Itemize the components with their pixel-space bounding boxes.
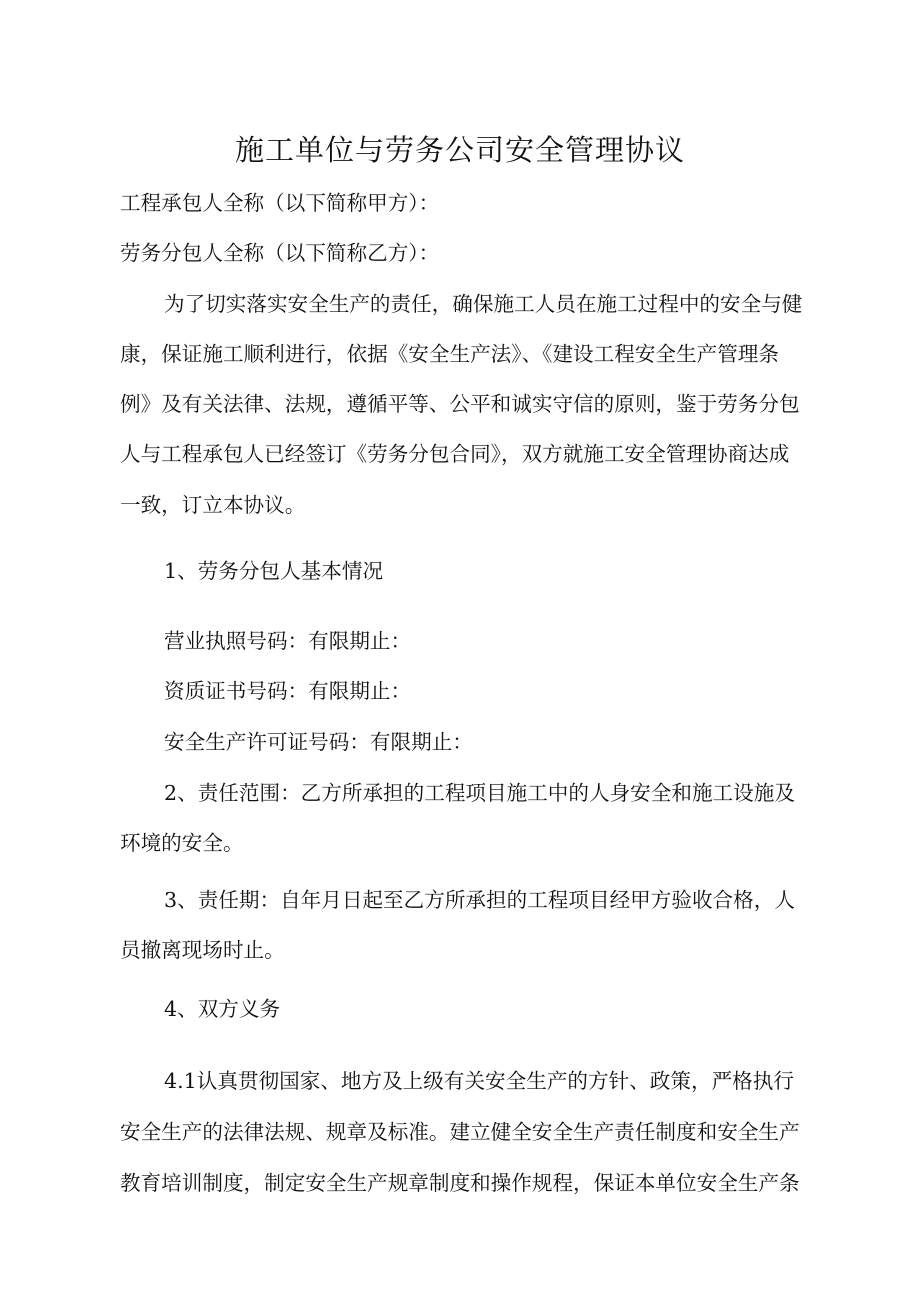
section-2-line: 环境的安全。 bbox=[120, 831, 244, 855]
intro-line: 一致，订立本协议。 bbox=[120, 493, 306, 517]
section-3-line: 3、责任期：自年月日起至乙方所承担的工程项目经甲方验收合格，人 bbox=[164, 888, 795, 912]
intro-line: 例》及有关法律、法规，遵循平等、公平和诚实守信的原则，鉴于劳务分包 bbox=[120, 392, 800, 416]
party-b-line: 劳务分包人全称（以下简称乙方）： bbox=[120, 241, 440, 265]
intro-line: 为了切实落实安全生产的责任，确保施工人员在施工过程中的安全与健 bbox=[164, 292, 803, 316]
section-4-heading: 4、双方义务 bbox=[164, 997, 281, 1021]
section-4-1-line: 教育培训制度，制定安全生产规章制度和操作规程，保证本单位安全生产条 bbox=[120, 1171, 800, 1195]
section-4-1-line: 4.1认真贯彻国家、地方及上级有关安全生产的方针、政策，严格执行 bbox=[164, 1069, 794, 1093]
party-a-line: 工程承包人全称（以下简称甲方）： bbox=[120, 191, 440, 215]
section-2-line: 2、责任范围：乙方所承担的工程项目施工中的人身安全和施工设施及 bbox=[164, 781, 795, 805]
intro-line: 人与工程承包人已经签订《劳务分包合同》，双方就施工安全管理协商达成 bbox=[120, 442, 790, 466]
intro-line: 康，保证施工顺利进行，依据《安全生产法》、《建设工程安全生产管理条 bbox=[120, 342, 779, 366]
section-1-heading: 1、劳务分包人基本情况 bbox=[164, 559, 384, 583]
qualification-cert-field: 资质证书号码：有限期止： bbox=[164, 679, 412, 703]
section-3-line: 员撤离现场时止。 bbox=[120, 938, 285, 962]
document-title: 施工单位与劳务公司安全管理协议 bbox=[234, 133, 685, 167]
section-4-1-line: 安全生产的法律法规、规章及标准。建立健全安全生产责任制度和安全生产 bbox=[120, 1120, 800, 1144]
safety-permit-field: 安全生产许可证号码：有限期止： bbox=[164, 730, 473, 754]
business-license-field: 营业执照号码：有限期止： bbox=[164, 629, 412, 653]
